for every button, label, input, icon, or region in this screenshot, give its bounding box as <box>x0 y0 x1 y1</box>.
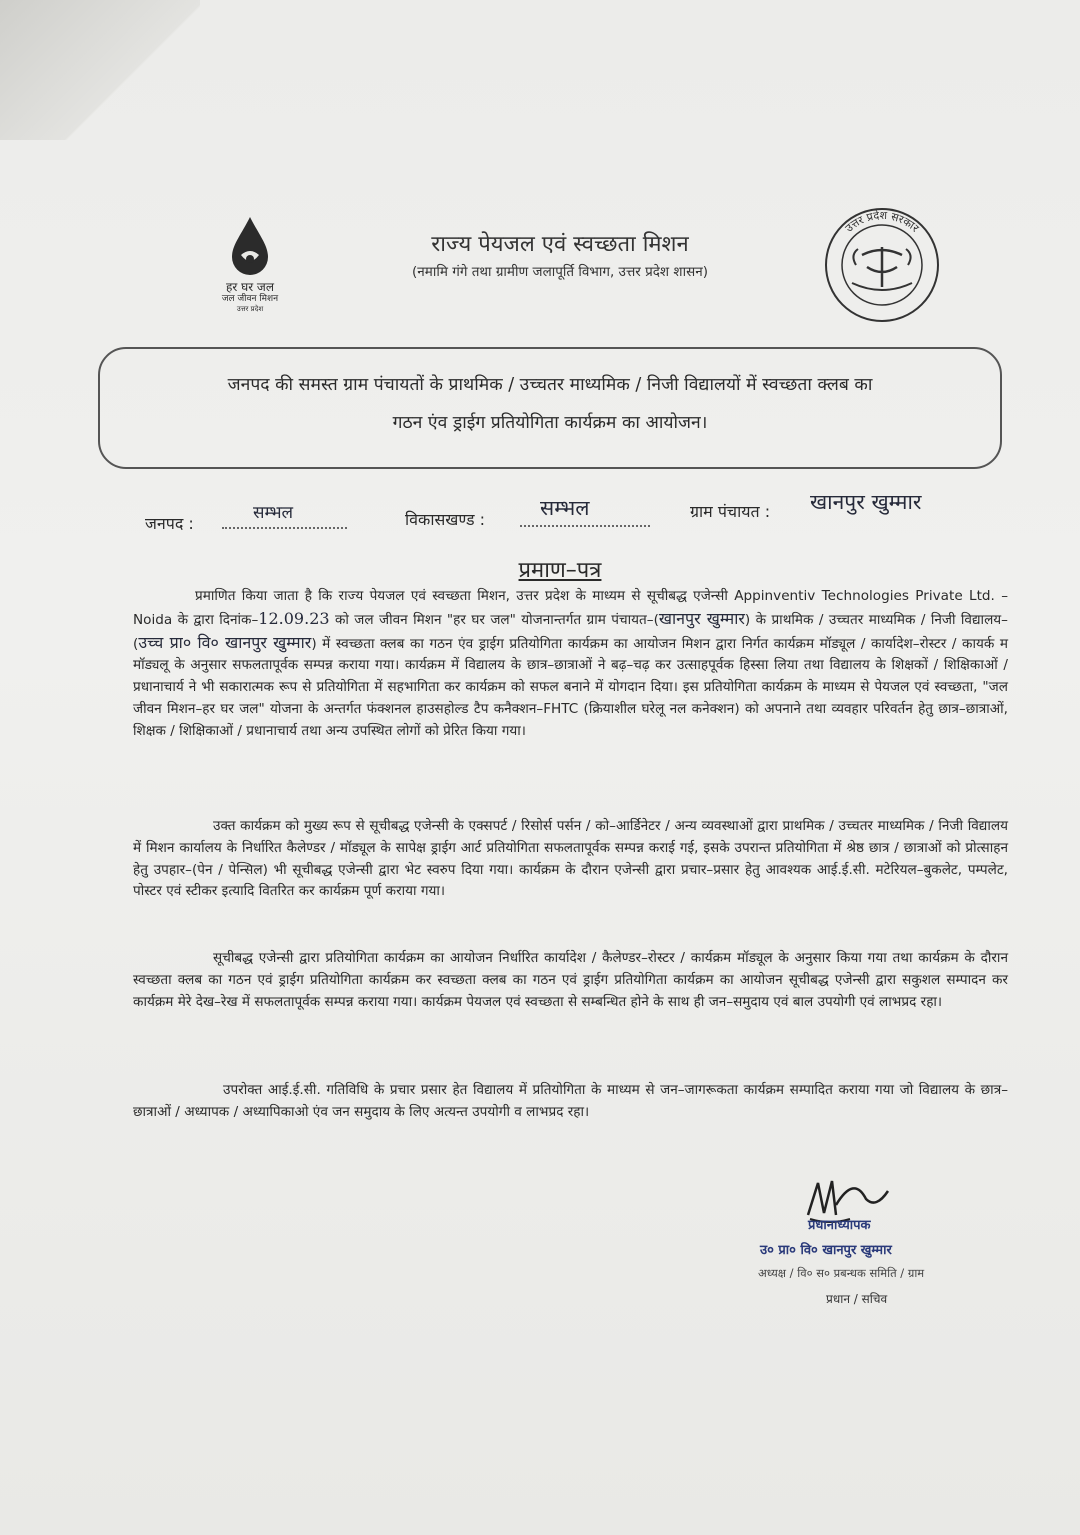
subject-box <box>98 347 1002 469</box>
mission-subtitle: (नमामि गंगे तथा ग्रामीण जलापूर्ति विभाग, उत्तर प्रदेश शासन) <box>412 264 708 280</box>
school-name-handwritten: उच्च प्रा० वि० खानपुर खुम्मार <box>138 632 312 652</box>
p1-text-d: ) में स्वच्छता क्लब का गठन एंव ड्राईग प्रतियोगिता कार्यक्रम का आयोजन मिशन द्वारा निर्गत कार्यक्रम मॉड्यूल / कार्यादेश–रोस्टर / कायर्क म मॉड्यलू के अनुसार सफलतापूर्वक सम्पन्न कराया गया। कार्यक्रम में विद्यालय के छात्र–छात्राओं ने बढ़–चढ़ कर उत्साहपूर्वक हिस्सा लिया तथा विद्यालय के शिक्षकों / शिक्षिकाओं / प्रधानाचार्य ने भी सकारात्मक रूप से प्रतियोगिता में सहभागिता कर कार्यक्रम को सफल बनाने में योगदान दिया। इस प्रतियोगिता कार्यक्रम के माध्यम से पेयजल एवं स्वच्छता, "जल जीवन मिशन–हर घर जल" योजना के अन्तर्गत फंक्शनल हाउसहोल्ड टैप कनैक्शन–FHTC (क्रियाशील घरेलू नल कनेक्शन) को अपनाने तथा व्यवहार परिवर्तन हेतु छात्र–छात्राओं, शिक्षक / शिक्षिकाओं / प्रधानाचार्य तथा अन्य उपस्थित लोगों को प्रेरित किया गया। <box>133 635 1008 739</box>
mission-title: राज्य पेयजल एवं स्वच्छता मिशन <box>431 232 689 257</box>
p1-text-a: प्रमाणित किया जाता है कि राज्य पेयजल एवं स्वच्छता मिशन, उत्तर प्रदेश के माध्यम से सूचीबद्ध एजेन्सी Appinventiv Technologies Private Ltd. – Noida के द्वारा दिनांक– <box>133 588 1008 628</box>
svg-text:उत्तर प्रदेश सरकार <box>843 209 922 235</box>
vikaskhand-dotted-line <box>520 525 650 527</box>
stamp-designation: प्रधानाध्यापक <box>808 1218 871 1233</box>
stamp-school-name: उ० प्रा० वि० खानपुर खुम्मार <box>760 1243 892 1258</box>
logo-text-har-ghar-jal: हर घर जल <box>226 280 274 294</box>
water-drop-logo-icon <box>227 215 273 277</box>
gram-panchayat-value: खानपुर खुम्मार <box>810 490 922 514</box>
janpad-value: सम्भल <box>253 503 294 523</box>
gram-panchayat-label: ग्राम पंचायत : <box>690 502 771 521</box>
gram-panchayat-handwritten: खानपुर खुम्मार <box>658 608 745 628</box>
programme-date: 12.09.23 <box>258 608 330 628</box>
jal-jeevan-mission-logo <box>205 215 295 325</box>
p4-text: उपरोक्त आई.ई.सी. गतिविधि के प्रचार प्रसार हेत विद्यालय में प्रतियोगिता के माध्यम से जन–जागरूकता कार्यक्रम सम्पादित कराया गया जो विद्यालय के छात्र–छात्राओं / अध्यापक / अध्यापिकाओ एंव जन समुदाय के लिए अत्यन्त उपयोगी व लाभप्रद रहा। <box>133 1082 1008 1120</box>
paragraph-1 <box>133 586 1008 743</box>
p1-text-b: को जल जीवन मिशन "हर घर जल" योजनान्तर्गत ग्राम पंचायत–( <box>329 611 659 628</box>
signatory-role-line: अध्यक्ष / वि० स० प्रबन्धक समिति / ग्राम <box>758 1266 925 1280</box>
paragraph-2 <box>133 816 1008 903</box>
janpad-dotted-line <box>222 527 347 529</box>
subject-line-2: गठन एंव ड्राईग प्रतियोगिता कार्यक्रम का आयोजन। <box>392 413 708 433</box>
p1-text-c: ) के प्राथमिक / उच्चतर माध्यमिक / निजी विद्यालय–( <box>133 611 1008 652</box>
certificate-title: प्रमाण–पत्र <box>518 558 602 583</box>
logo-text-jal-jeevan-mission: जल जीवन मिशन <box>221 294 279 304</box>
vikaskhand-label: विकासखण्ड : <box>405 510 486 529</box>
vikaskhand-value: सम्भल <box>540 496 590 520</box>
logo-text-uttar-pradesh: उत्तर प्रदेश <box>236 305 264 313</box>
seal-text: उत्तर प्रदेश सरकार <box>842 208 922 235</box>
page-fold-shadow <box>0 0 200 140</box>
p3-text: सूचीबद्ध एजेन्सी द्वारा प्रतियोगिता कार्यक्रम का आयोजन निर्धारित कार्यादेश / कैलेण्डर–रोस्टर / कार्यक्रम मॉड्यूल के अनुसार किया गया तथा कार्यक्रम के दौरान स्वच्छता क्लब का गठन एवं ड्राईग प्रतियोगिता कार्यक्रम कर स्वच्छता क्लब का गठन एवं ड्राईग प्रतियोगिता कार्यक्रम का आयोजन सूचीबद्ध एजेन्सी द्वारा सकुशल सम्पादन कर कार्यक्रम मेरे देख–रेख में सफलतापूर्वक सम्पन्न कराया गया। कार्यक्रम पेयजल एवं स्वच्छता से सम्बन्धित होने के साथ ही जन–समुदाय एवं बाल उपयोगी एवं लाभप्रद रहा। <box>133 950 1008 1010</box>
p2-text: उक्त कार्यक्रम को मुख्य रूप से सूचीबद्ध एजेन्सी के एक्सपर्ट / रिसोर्स पर्सन / को–आर्डिनेटर / अन्य व्यवस्थाओं द्वारा प्राथमिक / उच्चतर माध्यमिक / निजी विद्यालय में मिशन कार्यालय के निर्धारित कैलेण्डर / मॉड्यूल के सापेक्ष ड्राईग आर्ट प्रतियोगिता सफलतापूर्वक सम्पन्न कराई गई, इसके उपरान्त प्रतियोगिता में श्रेष्ठ छात्र / छात्राओं को प्रोत्साहन हेतु उपहार–(पेन / पेन्सिल) भी सूचीबद्ध एजेन्सी द्वारा भेट स्वरुप दिया गया। कार्यक्रम के दौरान एजेन्सी द्वारा प्रचार–प्रसार हेतु आवश्यक आई.ई.सी. मटेरियल–बुकलेट, पम्पलेट, पोस्टर एवं स्टीकर इत्यादि वितरित कर कार्यक्रम पूर्ण कराया गया। <box>133 818 1008 900</box>
signatory-role-line-2: प्रधान / सचिव <box>826 1292 888 1306</box>
janpad-label: जनपद : <box>145 514 194 533</box>
up-government-seal-icon <box>822 205 942 325</box>
paragraph-4 <box>133 1080 1008 1124</box>
subject-line-1: जनपद की समस्त ग्राम पंचायतों के प्राथमिक / उच्चतर माध्यमिक / निजी विद्यालयों में स्वच्छता क्लब का <box>227 375 873 395</box>
paragraph-3 <box>133 948 1008 1013</box>
